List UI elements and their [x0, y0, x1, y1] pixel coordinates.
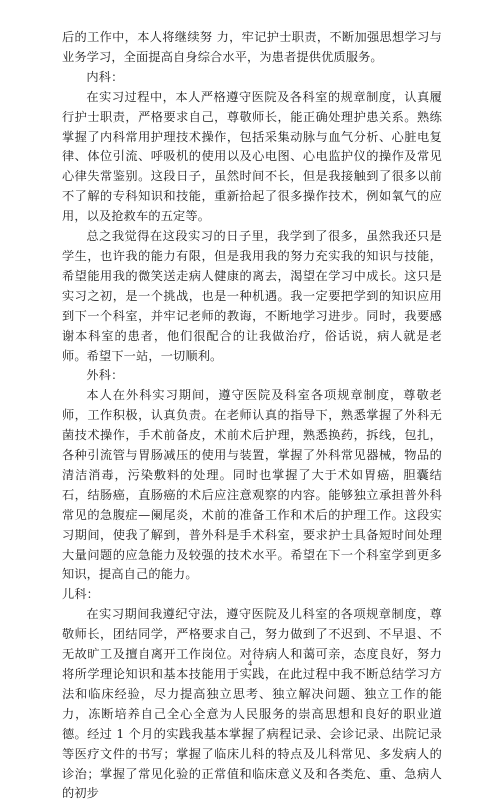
document-body [62, 28, 442, 804]
section-heading-surgery: 外科： [86, 368, 124, 383]
section-heading-pediatrics: 儿科： [62, 587, 100, 602]
page-number: 4 [248, 659, 252, 668]
section-heading-internal-medicine: 内科： [86, 69, 124, 84]
paragraph-summary: 总之我觉得在这段实习的日子里，我学到了很多，虽然我还只是学生，也许我的能力有限，但是我用我的努力充实我的知识与技能，希望能用我的微笑送走病人健康的离去，渴望在学习中成长。这只是实习之初，是一个挑战，也是一种机遇。我一定要把学到的知识应用到下一个科室，并牢记老师的教诲，不断地学习进步。同时，我要感谢本科室的患者，他们很配合的让我做治疗，俗话说，病人就是老师。希望下一站，一切顺利。 [62, 229, 442, 363]
paragraph-surgery: 本人在外科实习期间，遵守医院及科室各项规章制度，尊敬老师，工作积极，认真负责。在老师认真的指导下，熟悉掌握了外科无菌技术操作，手术前备皮，术前术后护理，熟悉换药，拆线，包扎，各种引流管与胃肠减压的使用与装置，掌握了外科常见器械，物品的清洁消毒，污染敷料的处理。同时也掌握了大于术如胃癌，胆囊结石，结肠癌，直肠癌的术后应注意观察的内容。能够独立承担普外科常见的急腹症—阑尾炎，术前的准备工作和术后的护理工作。这段实习期间，使我了解到，普外科是手术科室，要求护士具备短时间处理大量问题的应急能力及较强的技术水平。希望在下一个科室学到更多知识，提高自己的能力。 [62, 388, 442, 582]
paragraph-pediatrics: 在实习期间我遵纪守法，遵守医院及儿科室的各项规章制度，尊敬师长，团结同学，严格要求自己，努力做到了不迟到、不早退、不无故旷工及擅自离开工作岗位。对待病人和蔼可亲，态度良好，努力将所学理论知识和基本技能用于实践，在此过程中我不断总结学习方法和临床经验，尽力提高独立思考、独立解决问题、独立工作的能力，冻断培养自己全心全意为人民服务的崇高思想和良好的职业道德。经过 1 个月的实践我基本掌握了病程记录、会诊记录、出院记录等医疗文件的书写；掌握了临床儿科的特点及儿科常见、多发病人的诊治；掌握了常见化验的正常值和临床意义及和各类危、重、急病人的初步 [62, 607, 442, 801]
paragraph-internal-medicine: 在实习过程中，本人严格遵守医院及各科室的规章制度，认真履行护士职责，严格要求自己，尊敬师长，能正确处理护患关系。熟练掌握了内科常用护理技术操作，包括采集动脉与血气分析、心脏电复律、体位引流、呼吸机的使用以及心电图、心电监护仪的操作及常见心律失常鉴别。这段日子，虽然时间不长，但是我接触到了很多以前不了解的专科知识和技能，重新拾起了很多操作技术，例如氧气的应用，以及抢救车的五定等。 [62, 89, 442, 224]
paragraph-continuation: 后的工作中，本人将继续努 力，牢记护士职责，不断加强思想学习与业务学习，全面提高自身综合水平，为患者提供优质服务。 [62, 30, 442, 64]
